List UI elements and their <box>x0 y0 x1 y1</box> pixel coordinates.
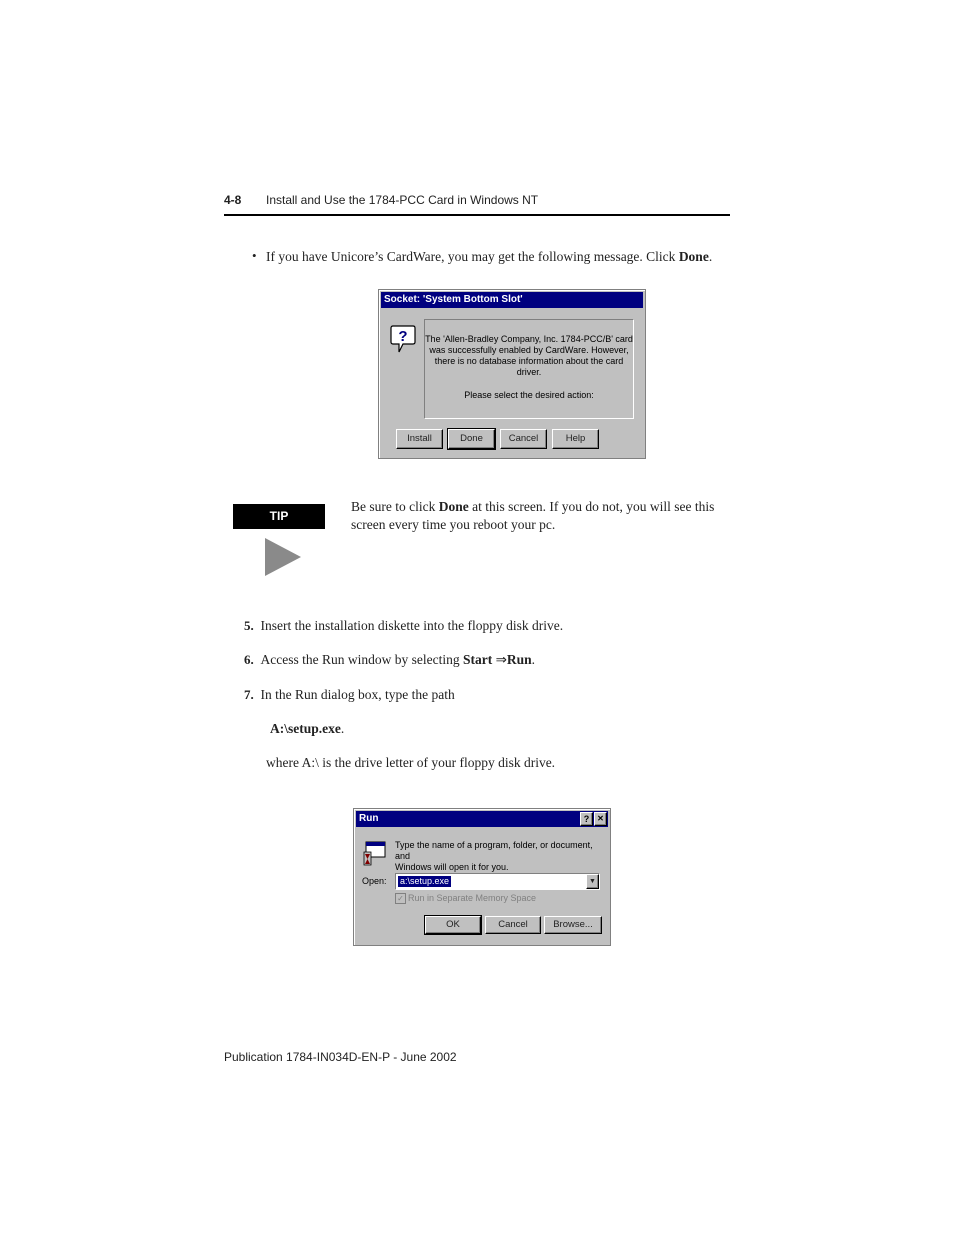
message-line: Please select the desired action: <box>464 390 594 400</box>
open-label: Open: <box>362 876 387 886</box>
socket-dialog-titlebar: Socket: 'System Bottom Slot' <box>381 292 643 308</box>
step-6: 6. Access the Run window by selecting Start ⇒Run. <box>244 652 536 667</box>
message-line: was successfully enabled by CardWare. However, <box>429 345 629 355</box>
run-message <box>395 840 600 873</box>
run-message-line: Type the name of a program, folder, or document, and <box>395 840 593 861</box>
separate-memory-label: Run in Separate Memory Space <box>408 893 537 903</box>
step-7: 7. In the Run dialog box, type the path <box>244 687 455 702</box>
message-line: there is no database information about the card driver. <box>434 356 624 377</box>
browse-button[interactable]: Browse... <box>544 916 602 934</box>
bullet-text: If you have Unicore’s CardWare, you may get the following message. Click Done. <box>266 249 713 264</box>
chevron-down-icon[interactable]: ▼ <box>586 874 599 889</box>
bullet-dot: • <box>252 248 257 263</box>
setup-path: A:\setup.exe. <box>270 721 345 736</box>
tip-label: TIP <box>233 504 325 529</box>
header-rule <box>224 214 730 216</box>
done-button[interactable]: Done <box>448 429 495 449</box>
install-button[interactable]: Install <box>396 429 443 449</box>
socket-dialog <box>378 289 646 459</box>
cancel-button[interactable]: Cancel <box>500 429 547 449</box>
help-question-button[interactable]: ? <box>580 812 593 826</box>
run-message-line: Windows will open it for you. <box>395 862 509 872</box>
run-dialog-title: Run <box>359 813 379 824</box>
open-combobox[interactable] <box>395 873 600 890</box>
cancel-button[interactable]: Cancel <box>485 916 541 934</box>
question-icon <box>389 324 417 354</box>
tip-arrow-icon <box>265 538 301 576</box>
tip-text: Be sure to click Done at this screen. If you do not, you will see this screen every time you reboot your pc. <box>351 499 715 532</box>
svg-text:?: ? <box>398 328 408 345</box>
running-header-title: Install and Use the 1784-PCC Card in Windows NT <box>266 193 539 207</box>
separate-memory-checkbox[interactable]: ✓ <box>395 893 406 904</box>
step-5: 5. Insert the installation diskette into the floppy disk drive. <box>244 618 564 633</box>
open-input[interactable]: a:\setup.exe <box>400 876 450 886</box>
where-text: where A:\ is the drive letter of your floppy disk drive. <box>266 755 556 770</box>
message-line: The 'Allen-Bradley Company, Inc. 1784-PCC/B' card <box>425 334 633 344</box>
close-icon[interactable]: ✕ <box>594 812 607 826</box>
message-frame <box>424 319 634 419</box>
run-dialog <box>353 808 611 946</box>
publication-footer: Publication 1784-IN034D-EN-P - June 2002 <box>224 1050 457 1064</box>
run-icon <box>363 840 387 866</box>
run-dialog-titlebar <box>356 811 608 827</box>
page-number: 4-8 <box>224 193 242 207</box>
help-button[interactable]: Help <box>552 429 599 449</box>
ok-button[interactable]: OK <box>425 916 481 934</box>
